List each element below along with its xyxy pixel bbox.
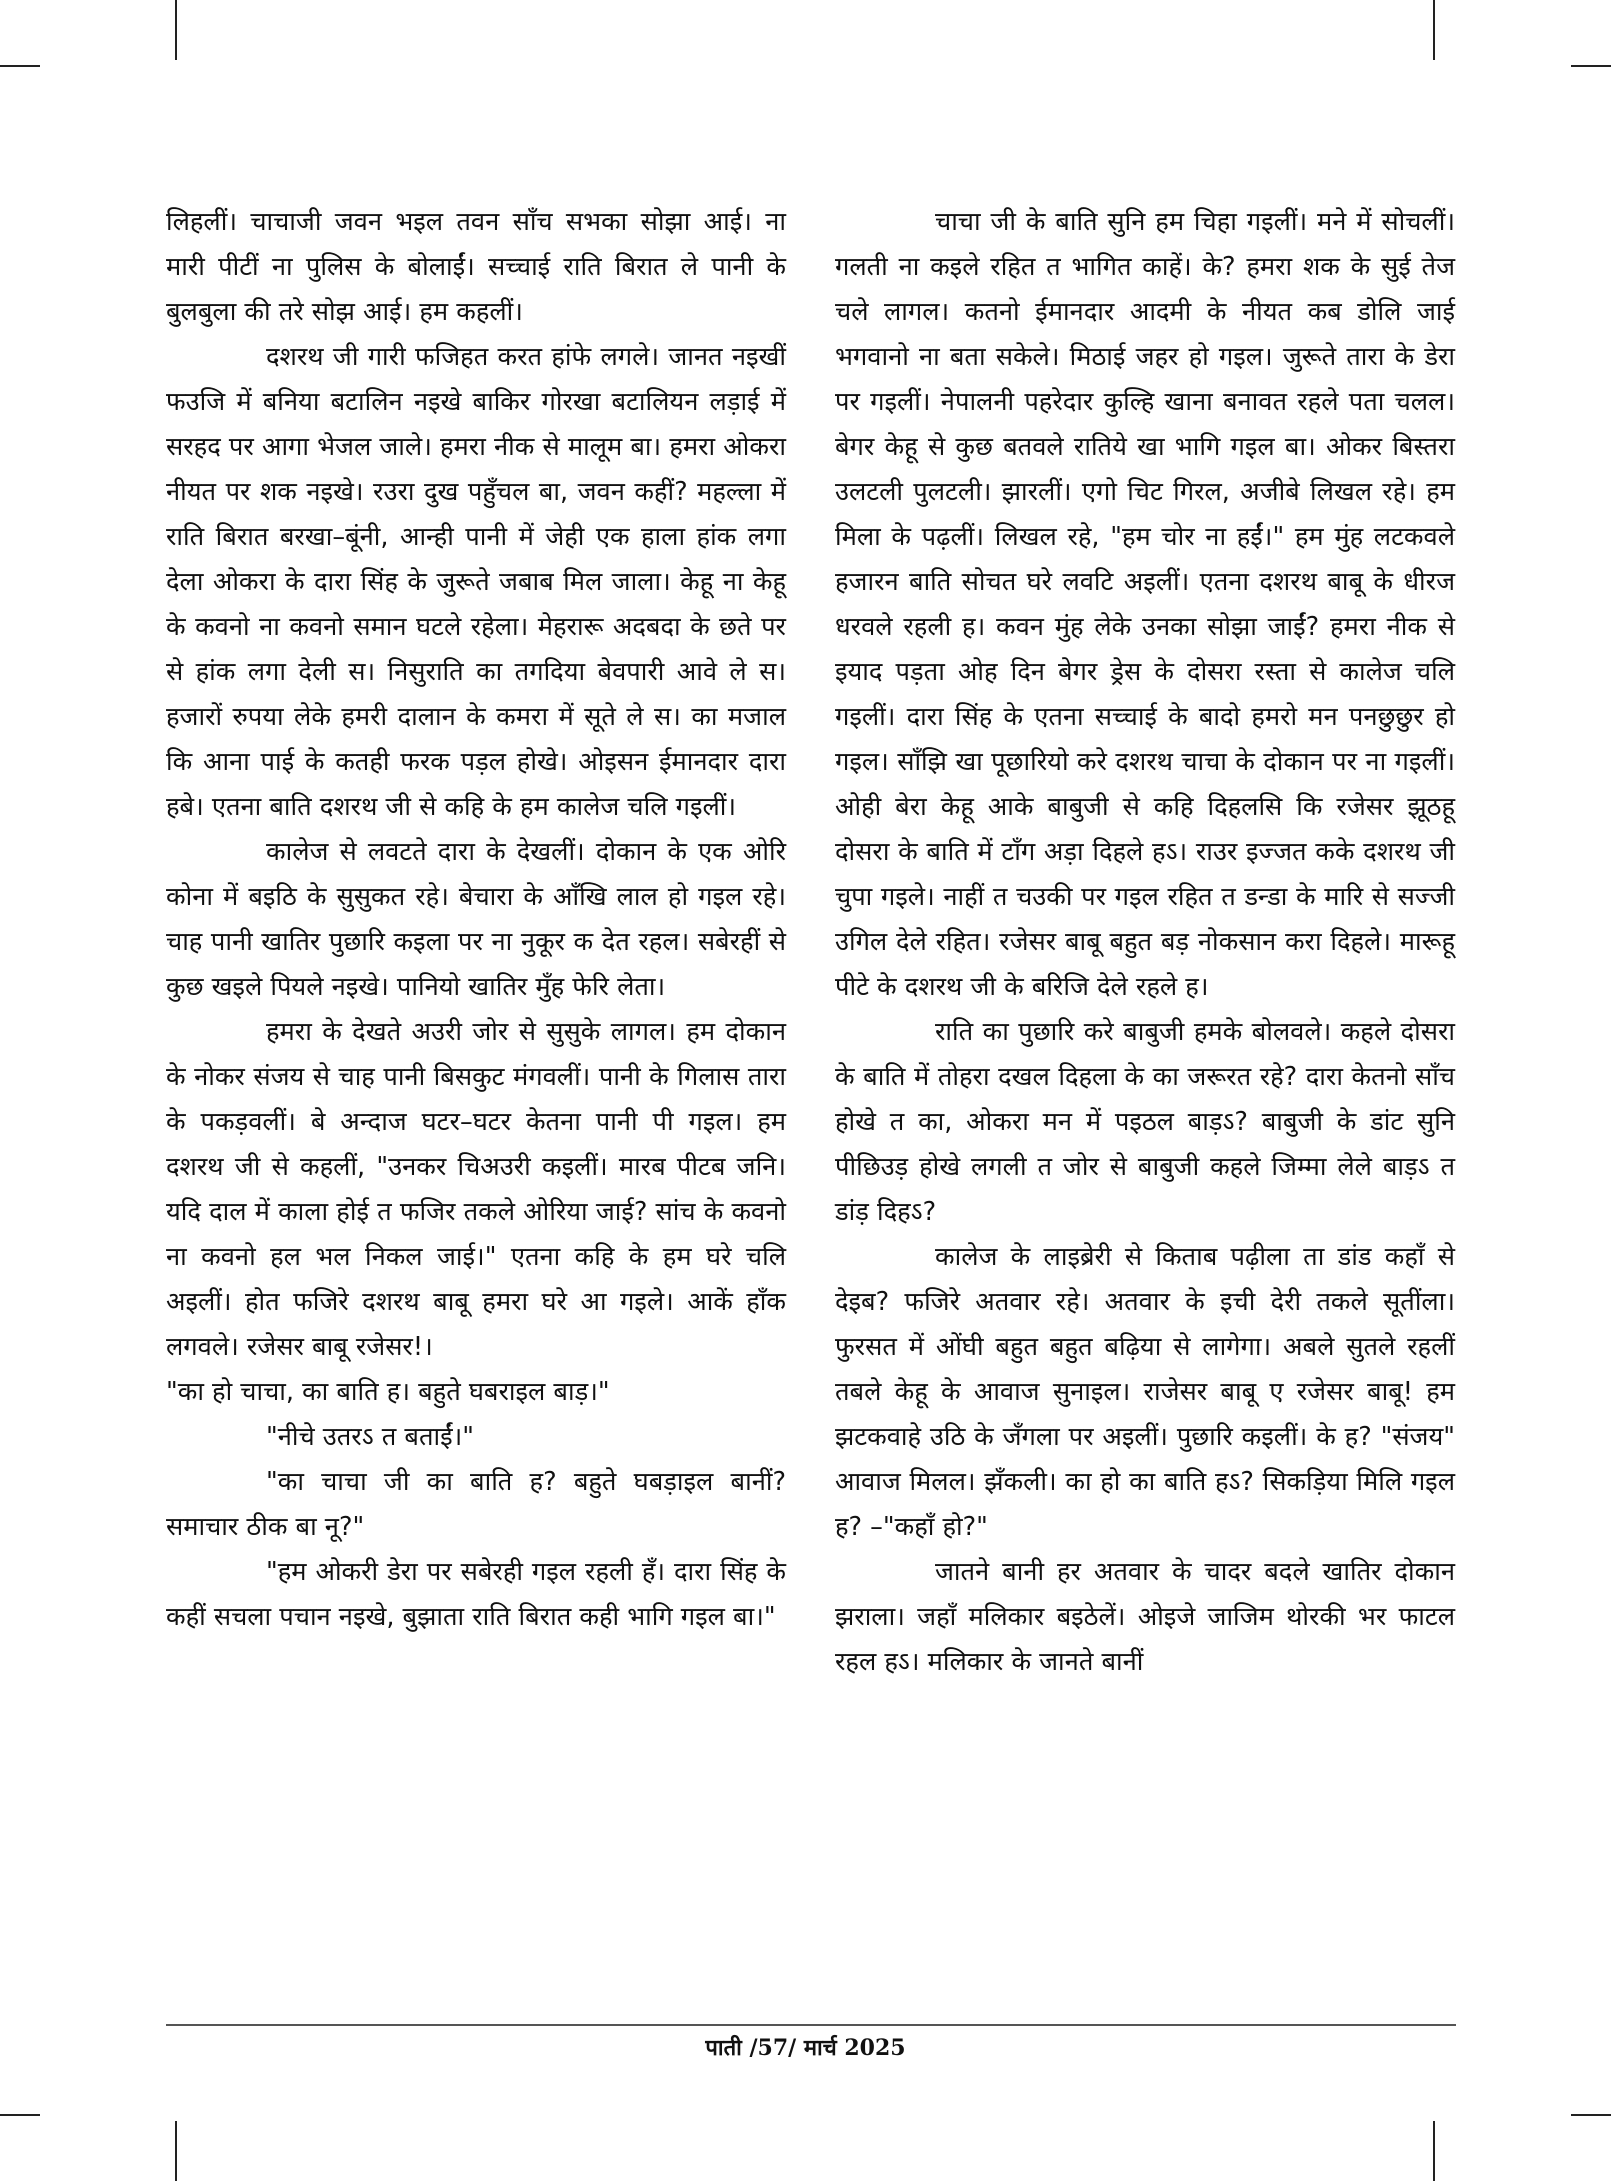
right-column (835, 200, 1455, 1685)
crop-mark (0, 2114, 40, 2116)
crop-mark (1571, 2114, 1611, 2116)
left-column (166, 200, 786, 1640)
crop-mark (1433, 2121, 1435, 2181)
crop-mark (0, 65, 40, 67)
paragraph: चाचा जी के बाति सुनि हम चिहा गइलीं। मने में सोचलीं। गलती ना कइले रहित त भागित काहें। के? हमरा शक के सुई तेज चले लागल। कतनो ईमानदार आदमी के नीयत कब डोलि जाई भगवानो ना बता सकेले। मिठाई जहर हो गइल। जुरूते तारा के डेरा पर गइलीं। नेपालनी पहरेदार कुल्हि खाना बनावत रहले पता चलल। बेगर केहू से कुछ बतवले रातिये खा भागि गइल बा। ओकर बिस्तरा उलटली पुलटली। झारलीं। एगो चिट गिरल, अजीबे लिखल रहे। हम मिला के पढ़लीं। लिखल रहे, "हम चोर ना हईं।" हम मुंह लटकवले हजारन बाति सोचत घरे लवटि अइलीं। एतना दशरथ बाबू के धीरज धरवले रहली ह। कवन मुंह लेके उनका सोझा जाईं? हमरा नीक से इयाद पड़ता ओह दिन बेगर ड्रेस के दोसरा रस्ता से कालेज चलि गइलीं। दारा सिंह के एतना सच्चाई के बादो हमरो मन पनछुछुर हो गइल। साँझि खा पूछारियो करे दशरथ चाचा के दोकान पर ना गइलीं। ओही बेरा केहू आके बाबुजी से कहि दिहलसि कि रजेसर झूठहू दोसरा के बाति में टाँग अड़ा दिहले हऽ। राउर इज्जत कके दशरथ जी चुपा गइले। नाहीं त चउकी पर गइल रहित त डन्डा के मारि से सज्जी उगिल देले रहित। रजेसर बाबू बहुत बड़ नोकसान करा दिहले। मारूहू पीटे के दशरथ जी के बरिजि देले रहले ह। (835, 207, 1455, 1002)
crop-mark (175, 2121, 177, 2181)
paragraph: जातने बानी हर अतवार के चादर बदले खातिर दोकान झराला। जहाँ मलिकार बइठेलें। ओइजे जाजिम थोरकी भर फाटल रहल हऽ। मलिकार के जानते बानीं (835, 1557, 1455, 1677)
crop-mark (1433, 0, 1435, 60)
crop-mark (175, 0, 177, 60)
page-footer: पाती /57/ मार्च 2025 (705, 2035, 906, 2061)
paragraph: राति का पुछारि करे बाबुजी हमके बोलवले। कहले दोसरा के बाति में तोहरा दखल दिहला के का जरूरत रहे? दारा केतनो साँच होखे त का, ओकरा मन में पइठल बाड़ऽ? बाबुजी के डांट सुनि पीछिउड़ होखे लगली त जोर से बाबुजी कहले जिम्मा लेले बाड़ऽ त डांड़ दिहऽ? (835, 1017, 1455, 1227)
dialogue-line: "का हो चाचा, का बाति ह। बहुते घबराइल बाड़।" (166, 1377, 610, 1407)
paragraph: कालेज के लाइब्रेरी से किताब पढ़ीला ता डांड कहाँ से देइब? फजिरे अतवार रहे। अतवार के इची देरी तकले सूतींला। फुरसत में ओंघी बहुत बहुत बढ़िया से लागेगा। अबले सुतले रहलीं तबले केहू के आवाज सुनाइल। राजेसर बाबू ए रजेसर बाबू! हम झटकवाहे उठि के जँगला पर अइलीं। पुछारि कइलीं। के ह? "संजय" आवाज मिलल। झँकली। का हो का बाति हऽ? सिकड़िया मिलि गइल ह? –"कहाँ हो?" (835, 1242, 1455, 1542)
paragraph: हमरा के देखते अउरी जोर से सुसुके लागल। हम दोकान के नोकर संजय से चाह पानी बिसकुट मंगवलीं। पानी के गिलास तारा के पकड़वलीं। बे अन्दाज घटर–घटर केतना पानी पी गइल। हम दशरथ जी से कहलीं, "उनकर चिअउरी कइलीं। मारब पीटब जनि। यदि दाल में काला होई त फजिर तकले ओरिया जाई? सांच के कवनो ना कवनो हल भल निकल जाई।" एतना कहि के हम घरे चलि अइलीं। होत फजिरे दशरथ बाबू हमरा घरे आ गइले। आकें हाँक लगवले। रजेसर बाबू रजेसर!। (166, 1017, 786, 1362)
footer-rule (166, 2024, 1456, 2026)
crop-mark (1571, 65, 1611, 67)
paragraph: लिहलीं। चाचाजी जवन भइल तवन साँच सभका सोझा आई। ना मारी पीटीं ना पुलिस के बोलाईं। सच्चाई राति बिरात ले पानी के बुलबुला की तरे सोझ आई। हम कहलीं। (166, 207, 786, 327)
dialogue-line: "का चाचा जी का बाति ह? बहुते घबड़ाइल बानीं? समाचार ठीक बा नू?" (166, 1467, 786, 1542)
dialogue-line: "हम ओकरी डेरा पर सबेरही गइल रहली हँ। दारा सिंह के कहीं सचला पचान नइखे, बुझाता राति बिरात कही भागि गइल बा।" (166, 1557, 786, 1632)
dialogue-line: "नीचे उतरऽ त बताईं।" (266, 1422, 474, 1452)
paragraph: दशरथ जी गारी फजिहत करत हांफे लगले। जानत नइखीं फउजि में बनिया बटालिन नइखे बाकिर गोरखा बटालियन लड़ाई में सरहद पर आगा भेजल जाले। हमरा नीक से मालूम बा। हमरा ओकरा नीयत पर शक नइखे। रउरा दुख पहुँचल बा, जवन कहीं? महल्ला में राति बिरात बरखा–बूंनी, आन्ही पानी में जेही एक हाला हांक लगा देला ओकरा के दारा सिंह के जुरूते जबाब मिल जाला। केहू ना केहू के कवनो ना कवनो समान घटले रहेला। मेहरारू अदबदा के छते पर से हांक लगा देली स। निसुराति का तगदिया बेवपारी आवे ले स। हजारों रुपया लेके हमरी दालान के कमरा में सूते ले स। का मजाल कि आना पाई के कतही फरक पड़ल होखे। ओइसन ईमानदार दारा हबे। एतना बाति दशरथ जी से कहि के हम कालेज चलि गइलीं। (166, 342, 786, 822)
paragraph: कालेज से लवटते दारा के देखलीं। दोकान के एक ओरि कोना में बइठि के सुसुकत रहे। बेचारा के आँखि लाल हो गइल रहे। चाह पानी खातिर पुछारि कइला पर ना नुकूर क देत रहल। सबेरहीं से कुछ खइले पियले नइखे। पानियो खातिर मुँह फेरि लेता। (166, 837, 786, 1002)
